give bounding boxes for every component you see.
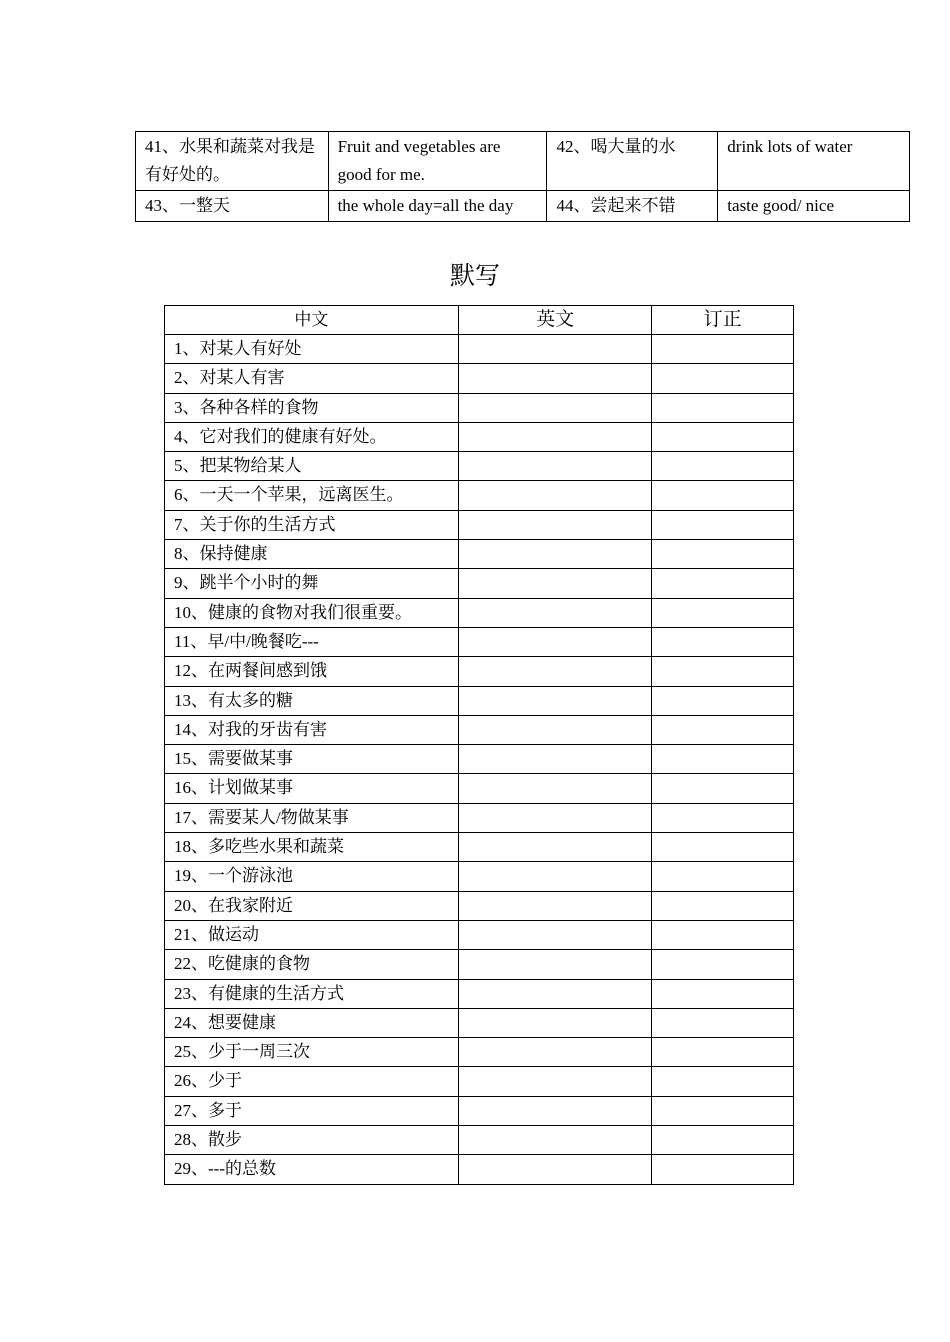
correction-cell[interactable] — [652, 979, 794, 1008]
dictation-row — [165, 862, 794, 891]
vocab-english-cell: drink lots of water — [718, 132, 910, 191]
dictation-row — [165, 686, 794, 715]
dictation-row — [165, 1067, 794, 1096]
english-answer-cell[interactable] — [458, 686, 651, 715]
english-answer-cell[interactable] — [458, 745, 651, 774]
correction-cell[interactable] — [652, 715, 794, 744]
vocab-english-cell: taste good/ nice — [718, 191, 910, 222]
dictation-row — [165, 774, 794, 803]
correction-cell[interactable] — [652, 833, 794, 862]
dictation-row — [165, 1096, 794, 1125]
correction-cell[interactable] — [652, 862, 794, 891]
dictation-prompt: 26、少于 — [165, 1067, 459, 1096]
correction-cell[interactable] — [652, 745, 794, 774]
dictation-prompt: 17、需要某人/物做某事 — [165, 803, 459, 832]
english-answer-cell[interactable] — [458, 1067, 651, 1096]
dictation-header-row — [165, 306, 794, 335]
english-answer-cell[interactable] — [458, 1155, 651, 1184]
correction-cell[interactable] — [652, 510, 794, 539]
dictation-prompt: 28、散步 — [165, 1126, 459, 1155]
dictation-row — [165, 540, 794, 569]
correction-cell[interactable] — [652, 364, 794, 393]
correction-cell[interactable] — [652, 1155, 794, 1184]
english-answer-cell[interactable] — [458, 950, 651, 979]
vocab-row — [136, 132, 910, 191]
correction-cell[interactable] — [652, 452, 794, 481]
correction-cell[interactable] — [652, 1038, 794, 1067]
correction-cell[interactable] — [652, 481, 794, 510]
dictation-row — [165, 1155, 794, 1184]
correction-cell[interactable] — [652, 891, 794, 920]
dictation-body — [165, 335, 794, 1185]
english-answer-cell[interactable] — [458, 979, 651, 1008]
english-answer-cell[interactable] — [458, 481, 651, 510]
dictation-row — [165, 803, 794, 832]
dictation-row — [165, 1038, 794, 1067]
dictation-row — [165, 1008, 794, 1037]
dictation-prompt: 15、需要做某事 — [165, 745, 459, 774]
correction-cell[interactable] — [652, 1067, 794, 1096]
vocab-chinese-cell: 41、水果和蔬菜对我是有好处的。 — [136, 132, 329, 191]
dictation-prompt: 23、有健康的生活方式 — [165, 979, 459, 1008]
correction-cell[interactable] — [652, 920, 794, 949]
english-answer-cell[interactable] — [458, 920, 651, 949]
vocab-chinese-cell: 44、尝起来不错 — [547, 191, 718, 222]
dictation-prompt: 4、它对我们的健康有好处。 — [165, 422, 459, 451]
dictation-prompt: 21、做运动 — [165, 920, 459, 949]
dictation-row — [165, 364, 794, 393]
dictation-row — [165, 422, 794, 451]
dictation-prompt: 14、对我的牙齿有害 — [165, 715, 459, 744]
dictation-prompt: 20、在我家附近 — [165, 891, 459, 920]
correction-cell[interactable] — [652, 335, 794, 364]
dictation-row — [165, 393, 794, 422]
english-answer-cell[interactable] — [458, 510, 651, 539]
correction-cell[interactable] — [652, 1008, 794, 1037]
dictation-row — [165, 979, 794, 1008]
dictation-prompt: 25、少于一周三次 — [165, 1038, 459, 1067]
dictation-row — [165, 950, 794, 979]
vocab-chinese-cell: 43、一整天 — [136, 191, 329, 222]
header-correction: 订正 — [652, 306, 794, 335]
correction-cell[interactable] — [652, 774, 794, 803]
dictation-prompt: 24、想要健康 — [165, 1008, 459, 1037]
dictation-row — [165, 833, 794, 862]
vocab-row — [136, 191, 910, 222]
dictation-prompt: 18、多吃些水果和蔬菜 — [165, 833, 459, 862]
dictation-row — [165, 481, 794, 510]
dictation-row — [165, 920, 794, 949]
english-answer-cell[interactable] — [458, 1126, 651, 1155]
correction-cell[interactable] — [652, 950, 794, 979]
dictation-prompt: 19、一个游泳池 — [165, 862, 459, 891]
dictation-row — [165, 335, 794, 364]
english-answer-cell[interactable] — [458, 803, 651, 832]
english-answer-cell[interactable] — [458, 422, 651, 451]
english-answer-cell[interactable] — [458, 335, 651, 364]
dictation-prompt: 11、早/中/晚餐吃--- — [165, 627, 459, 656]
dictation-prompt: 6、一天一个苹果，远离医生。 — [165, 481, 459, 510]
english-answer-cell[interactable] — [458, 569, 651, 598]
dictation-prompt: 29、---的总数 — [165, 1155, 459, 1184]
dictation-prompt: 3、各种各样的食物 — [165, 393, 459, 422]
correction-cell[interactable] — [652, 540, 794, 569]
vocabulary-table — [135, 131, 910, 222]
english-answer-cell[interactable] — [458, 1096, 651, 1125]
dictation-row — [165, 452, 794, 481]
english-answer-cell[interactable] — [458, 1008, 651, 1037]
correction-cell[interactable] — [652, 1126, 794, 1155]
english-answer-cell[interactable] — [458, 833, 651, 862]
english-answer-cell[interactable] — [458, 891, 651, 920]
correction-cell[interactable] — [652, 657, 794, 686]
dictation-row — [165, 598, 794, 627]
english-answer-cell[interactable] — [458, 393, 651, 422]
dictation-prompt: 16、计划做某事 — [165, 774, 459, 803]
dictation-row — [165, 715, 794, 744]
dictation-row — [165, 1126, 794, 1155]
dictation-prompt: 7、关于你的生活方式 — [165, 510, 459, 539]
dictation-prompt: 27、多于 — [165, 1096, 459, 1125]
correction-cell[interactable] — [652, 803, 794, 832]
correction-cell[interactable] — [652, 569, 794, 598]
dictation-row — [165, 510, 794, 539]
dictation-table — [164, 305, 794, 1185]
dictation-row — [165, 569, 794, 598]
dictation-row — [165, 657, 794, 686]
dictation-prompt: 9、跳半个小时的舞 — [165, 569, 459, 598]
dictation-prompt: 13、有太多的糖 — [165, 686, 459, 715]
dictation-prompt: 12、在两餐间感到饿 — [165, 657, 459, 686]
english-answer-cell[interactable] — [458, 540, 651, 569]
english-answer-cell[interactable] — [458, 364, 651, 393]
vocab-english-cell: the whole day=all the day — [328, 191, 547, 222]
dictation-row — [165, 745, 794, 774]
dictation-prompt: 2、对某人有害 — [165, 364, 459, 393]
english-answer-cell[interactable] — [458, 774, 651, 803]
correction-cell[interactable] — [652, 393, 794, 422]
english-answer-cell[interactable] — [458, 862, 651, 891]
vocab-chinese-cell: 42、喝大量的水 — [547, 132, 718, 191]
dictation-prompt: 10、健康的食物对我们很重要。 — [165, 598, 459, 627]
english-answer-cell[interactable] — [458, 657, 651, 686]
correction-cell[interactable] — [652, 422, 794, 451]
dictation-prompt: 8、保持健康 — [165, 540, 459, 569]
correction-cell[interactable] — [652, 1096, 794, 1125]
english-answer-cell[interactable] — [458, 1038, 651, 1067]
dictation-row — [165, 627, 794, 656]
dictation-prompt: 1、对某人有好处 — [165, 335, 459, 364]
vocab-english-cell: Fruit and vegetables are good for me. — [328, 132, 547, 191]
header-chinese: 中文 — [165, 306, 459, 335]
dictation-row — [165, 891, 794, 920]
dictation-prompt: 22、吃健康的食物 — [165, 950, 459, 979]
correction-cell[interactable] — [652, 598, 794, 627]
dictation-title: 默写 — [449, 263, 500, 290]
english-answer-cell[interactable] — [458, 598, 651, 627]
header-english: 英文 — [458, 306, 651, 335]
dictation-prompt: 5、把某物给某人 — [165, 452, 459, 481]
english-answer-cell[interactable] — [458, 627, 651, 656]
correction-cell[interactable] — [652, 686, 794, 715]
correction-cell[interactable] — [652, 627, 794, 656]
english-answer-cell[interactable] — [458, 452, 651, 481]
english-answer-cell[interactable] — [458, 715, 651, 744]
